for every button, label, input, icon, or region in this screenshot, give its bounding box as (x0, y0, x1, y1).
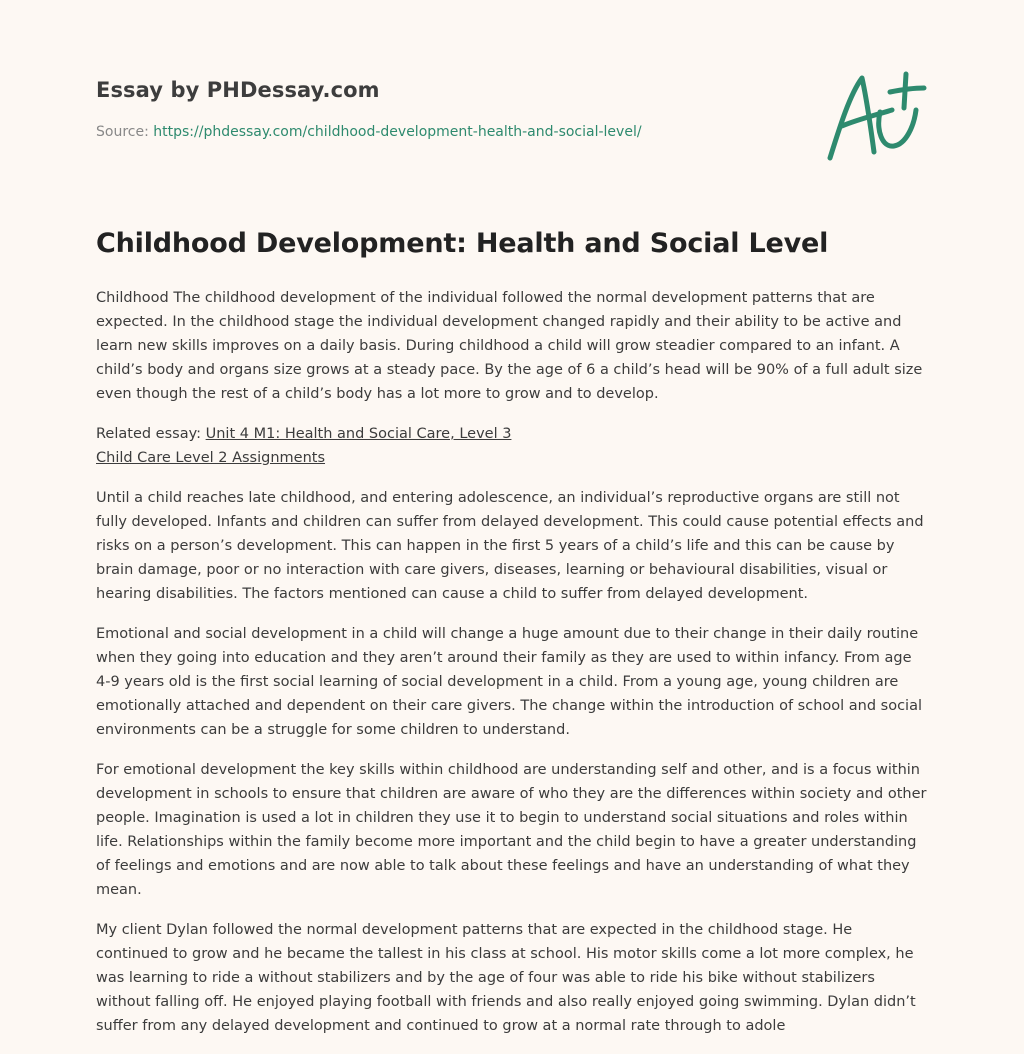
article-paragraph: Emotional and social development in a child will change a huge amount due to their change in their daily routine when they going into education and they aren’t around their family as they are used to within infancy. From age 4-9 years old is the first social learning of social development in a child. From a young age, young children are emotionally attached and dependent on their care givers. The change within the introduction of school and social environments can be a struggle for some children to understand. (96, 626, 922, 738)
article-paragraph: Childhood The childhood development of the individual followed the normal development patterns that are expected. In the childhood stage the individual development changed rapidly and their ability to be active and learn new skills improves on a daily basis. During childhood a child will grow steadier compared to an infant. A child’s body and organs size grows at a steady pace. By the age of 6 a child’s head will be 90% of a full adult size even though the rest of a child’s body has a lot more to grow and to develop. (96, 290, 923, 402)
source-label: Source: (96, 124, 154, 140)
article-paragraph: For emotional development the key skills within childhood are understanding self and other, and is a focus within development in schools to ensure that children are aware of who they are the differences within society and other people. Imagination is used a lot in children they use it to begin to understand social situations and roles within life. Relationships within the family become more important and the child begin to have a greater understanding of feelings and emotions and are now able to talk about these feelings and have an understanding of what they mean. (96, 762, 927, 898)
source-line (96, 122, 796, 142)
page-header (96, 76, 796, 142)
site-brand: Essay by PHDessay.com (96, 78, 380, 102)
article (96, 224, 928, 1054)
article-title: Childhood Development: Health and Social Level (96, 228, 829, 259)
a-plus-logo-icon (820, 66, 930, 166)
article-paragraph: Until a child reaches late childhood, and entering adolescence, an individual’s reproductive organs are still not fully developed. Infants and children can suffer from delayed development. This could cause potential effects and risks on a person’s development. This can happen in the first 5 years of a child’s life and this can be cause by brain damage, poor or no interaction with care givers, diseases, learning or behavioural disabilities, visual or hearing disabilities. The factors mentioned can cause a child to suffer from delayed development. (96, 490, 924, 602)
related-link-unit4[interactable]: Unit 4 M1: Health and Social Care, Level 3 (205, 426, 512, 442)
related-label: Related essay: (96, 426, 206, 442)
related-essays (96, 422, 928, 470)
related-link-childcare[interactable]: Child Care Level 2 Assignments (96, 450, 326, 466)
source-link[interactable]: https://phdessay.com/childhood-development-health-and-social-level/ (153, 124, 642, 140)
article-paragraph: My client Dylan followed the normal development patterns that are expected in the childhood stage. He continued to grow and he became the tallest in his class at school. His motor skills come a lot more complex, he was learning to ride a without stabilizers and by the age of four was able to ride his bike without stabilizers without falling off. He enjoyed playing football with friends and also really enjoyed going swimming. Dylan didn’t suffer from any delayed development and continued to grow at a normal rate through to adole (96, 922, 916, 1034)
